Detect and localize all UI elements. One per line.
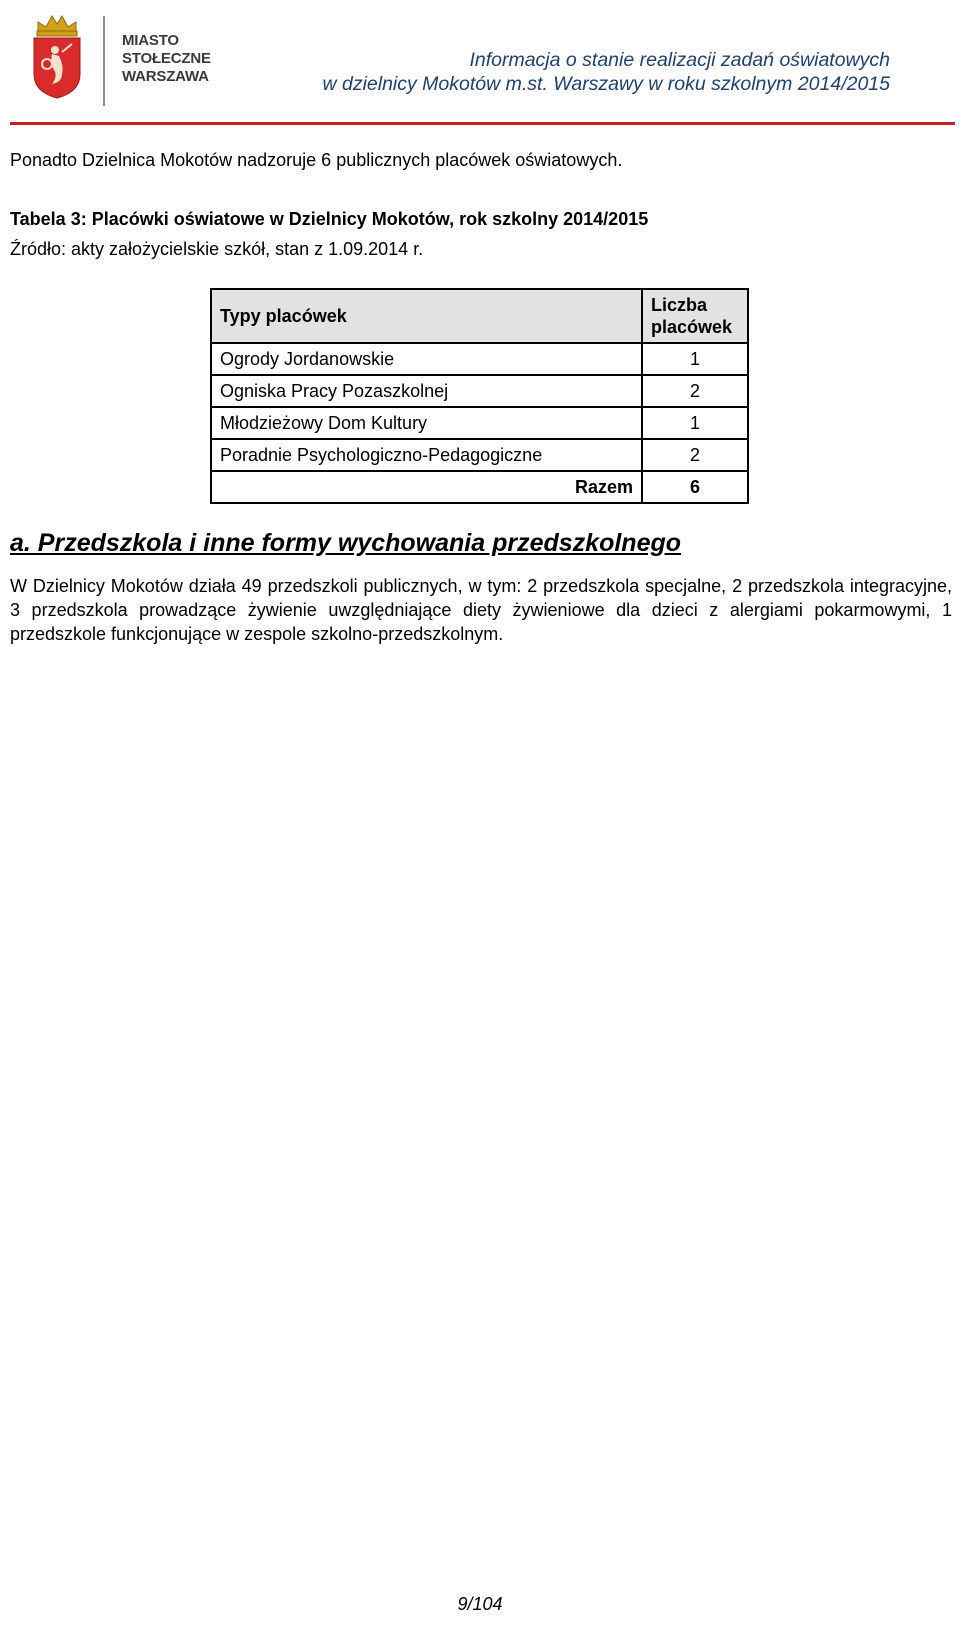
- logo-line-2: STOŁECZNE: [122, 50, 211, 67]
- document-title-line-1: Informacja o stanie realizacji zadań oświatowych: [469, 49, 890, 71]
- row-count: 2: [642, 439, 748, 471]
- section-paragraph: W Dzielnicy Mokotów działa 49 przedszkoli publicznych, w tym: 2 przedszkola specjalne, 2 przedszkola integracyjne, 3 przedszkola prowadzące żywienie uwzględniające diety żywieniowe dla dzieci z alergiami pokarmowymi, 1 przedszkole funkcjonujące w zespole szkolno-przedszkolnym.: [10, 576, 952, 644]
- header-type: Typy placówek: [211, 289, 642, 343]
- row-name: Poradnie Psychologiczno-Pedagogiczne: [211, 439, 642, 471]
- row-name: Ogrody Jordanowskie: [211, 343, 642, 375]
- table-row: [211, 375, 748, 407]
- table-header-row: [211, 289, 748, 343]
- institutions-table: [210, 288, 749, 504]
- row-name: Młodzieżowy Dom Kultury: [211, 407, 642, 439]
- document-title: [322, 48, 890, 96]
- intro-paragraph: Ponadto Dzielnica Mokotów nadzoruje 6 publicznych placówek oświatowych.: [10, 150, 623, 170]
- logo-line-3: WARSZAWA: [122, 68, 209, 85]
- row-count: 1: [642, 343, 748, 375]
- document-title-line-2: w dzielnicy Mokotów m.st. Warszawy w roku szkolnym 2014/2015: [322, 73, 890, 95]
- header-rule: [10, 122, 955, 125]
- table-total-row: [211, 471, 748, 503]
- total-value: 6: [642, 471, 748, 503]
- table-row: [211, 407, 748, 439]
- section-heading: a. Przedszkola i inne formy wychowania przedszkolnego: [10, 529, 682, 557]
- table-row: [211, 439, 748, 471]
- row-name: Ogniska Pracy Pozaszkolnej: [211, 375, 642, 407]
- table-caption: Tabela 3: Placówki oświatowe w Dzielnicy Mokotów, rok szkolny 2014/2015: [10, 209, 649, 229]
- warsaw-crest-icon: [28, 12, 86, 100]
- header-count: Liczba placówek: [642, 289, 748, 343]
- total-label: Razem: [211, 471, 642, 503]
- logo-line-1: MIASTO: [122, 32, 179, 49]
- page-header: [0, 0, 960, 128]
- row-count: 1: [642, 407, 748, 439]
- logo-divider: [103, 16, 105, 106]
- page-number: 9/104: [457, 1594, 503, 1614]
- row-count: 2: [642, 375, 748, 407]
- city-logo-text: [122, 32, 211, 86]
- table-source: Źródło: akty założycielskie szkół, stan z 1.09.2014 r.: [10, 239, 424, 259]
- table-row: [211, 343, 748, 375]
